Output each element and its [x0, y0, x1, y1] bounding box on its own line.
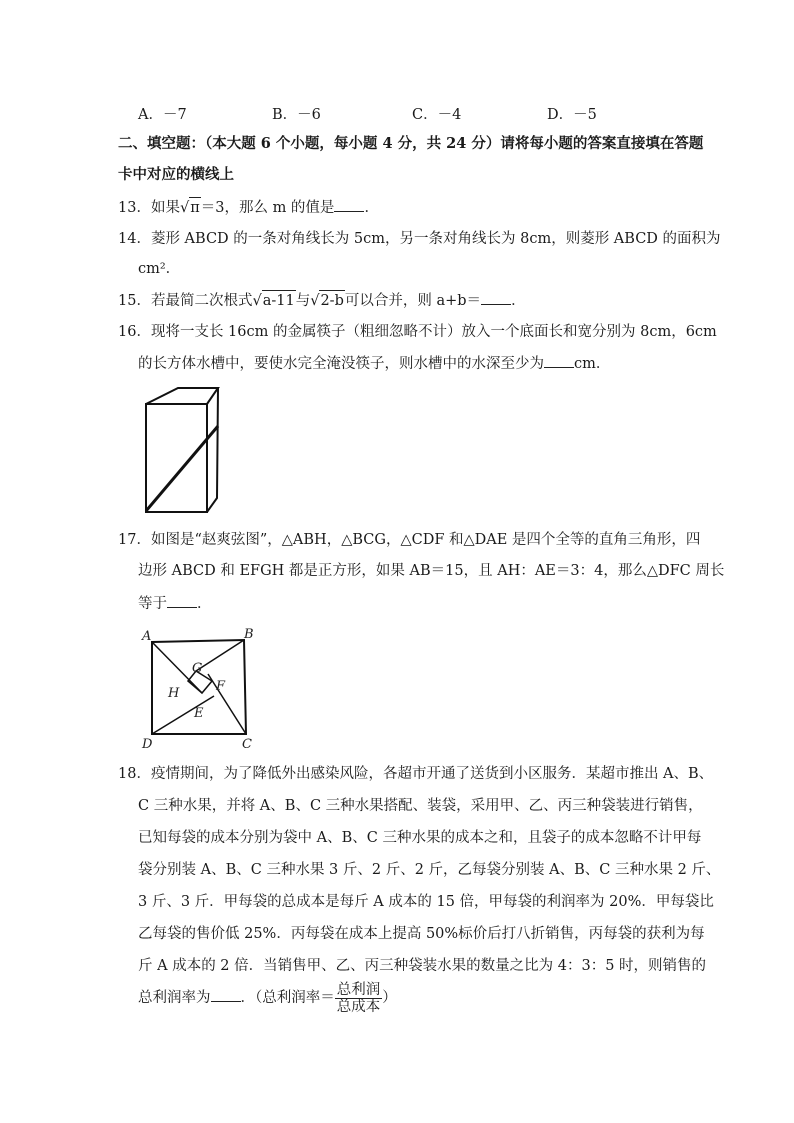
figure-16-box — [138, 386, 224, 516]
option-b: B．－6 — [272, 107, 321, 123]
section-heading-cont: 卡中对应的横线上 — [118, 166, 234, 183]
answer-blank-17 — [167, 593, 197, 608]
question-13: 13．如果√π＝3，那么 m 的值是 ． — [118, 197, 379, 218]
answer-blank-15 — [481, 290, 511, 305]
label-E: E — [194, 706, 204, 721]
option-c: C．－4 — [412, 107, 462, 123]
question-15: 15．若最简二次根式√a-11与√2-b可以合并，则 a+b＝ ． — [118, 290, 526, 311]
label-H: H — [168, 686, 180, 701]
label-B: B — [244, 627, 254, 642]
question-18: 18．疫情期间，为了降低外出感染风险，各超市开通了送货到小区服务．某超市推出 A、B、 — [118, 766, 714, 782]
question-18-line7: 斤 A 成本的 2 倍．当销售甲、乙、丙三种袋装水果的数量之比为 4：3：5 时，则销售的 — [138, 958, 707, 974]
option-d: D．－5 — [547, 107, 597, 123]
question-17-cont: 边形 ABCD 和 EFGH 都是正方形，如果 AB＝15，且 AH：AE＝3：4，那么△DFC 周长 — [138, 563, 725, 579]
question-16-cont: 的长方体水槽中，要使水完全淹没筷子，则水槽中的水深至少为 cm． — [138, 353, 610, 374]
question-18-line2: C 三种水果，并将 A、B、C 三种水果搭配、装袋，采用甲、乙、丙三种袋装进行销售， — [138, 798, 703, 814]
answer-blank-18 — [211, 987, 241, 1002]
figure-17-diagram — [138, 624, 268, 752]
label-D: D — [142, 737, 153, 752]
answer-blank-16 — [544, 353, 574, 368]
question-17-cont2: 等于 ． — [138, 593, 212, 614]
question-18-line6: 乙每袋的售价低 25%．丙每袋在成本上提高 50%标价后打八折销售，丙每袋的获利为每 — [138, 926, 705, 942]
option-a: A．－7 — [138, 107, 187, 123]
question-18-line5: 3 斤、3 斤．甲每袋的总成本是每斤 A 成本的 15 倍，甲每袋的利润率为 20%．甲每袋比 — [138, 894, 714, 910]
label-C: C — [242, 737, 252, 752]
answer-blank-13 — [334, 197, 364, 212]
label-G: G — [192, 661, 203, 676]
question-16: 16．现将一支长 16cm 的金属筷子（粗细忽略不计）放入一个底面长和宽分别为 8cm，6cm — [118, 324, 717, 340]
question-18-line4: 袋分别装 A、B、C 三种水果 3 斤、2 斤、2 斤，乙每袋分别装 A、B、C 三种水果 2 斤、 — [138, 862, 721, 878]
question-14-cont: cm²． — [138, 261, 181, 277]
section-heading: 二、填空题：（本大题 6 个小题，每小题 4 分，共 24 分）请将每小题的答案直接填在答题 — [118, 135, 704, 152]
label-A: A — [142, 629, 152, 644]
question-14: 14．菱形 ABCD 的一条对角线长为 5cm，另一条对角线长为 8cm，则菱形 ABCD 的面积为 — [118, 231, 721, 247]
question-18-line3: 已知每袋的成本分别为袋中 A、B、C 三种水果的成本之和，且袋子的成本忽略不计甲每 — [138, 830, 702, 846]
question-17: 17．如图是“赵爽弦图”，△ABH，△BCG，△CDF 和△DAE 是四个全等的直角三角形，四 — [118, 532, 701, 548]
profit-rate-fraction: $\frac{\text{总利润}}{\text{总成本}}$ — [336, 981, 381, 1015]
label-F: F — [216, 679, 226, 694]
question-18-line8: 总利润率为 ．（总利润率＝ $\frac{\text{总利润}}{\text{总成本}}$ ） — [138, 981, 397, 1015]
